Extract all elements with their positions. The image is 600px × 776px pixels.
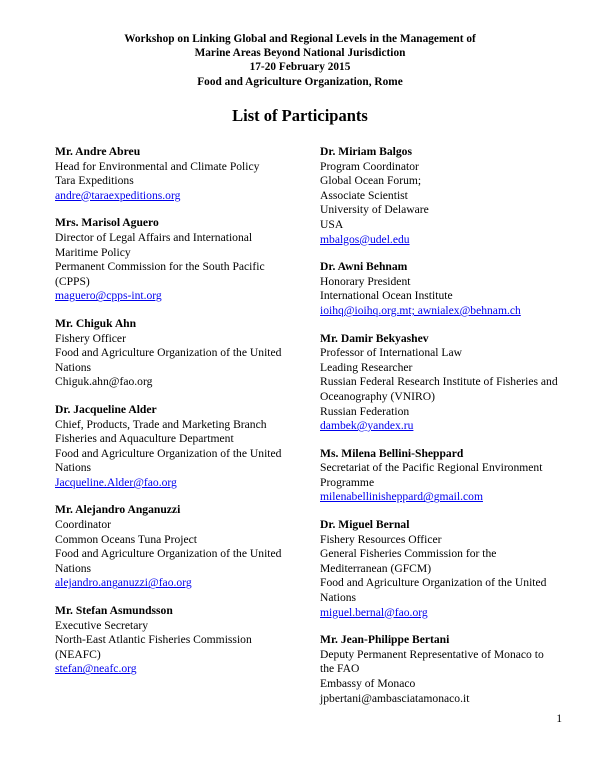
participant-detail-line: Leading Researcher <box>320 360 413 374</box>
participant-detail-line: Program Coordinator <box>320 159 419 173</box>
participant-entry <box>55 145 303 203</box>
participant-email-link[interactable]: stefan@neafc.org <box>55 662 137 676</box>
participant-name: Dr. Jacqueline Alder <box>55 402 157 416</box>
header-line-4: Food and Agriculture Organization, Rome <box>197 75 403 88</box>
participant-detail-line: Fishery Resources Officer <box>320 532 442 546</box>
participant-entry <box>55 503 303 591</box>
participant-detail-line: Embassy of Monaco <box>320 677 416 690</box>
participant-detail-line: Fishery Officer <box>55 331 126 345</box>
participant-detail-line: Common Oceans Tuna Project <box>55 532 198 546</box>
header-line-3: 17-20 February 2015 <box>249 61 351 74</box>
participant-name: Mr. Chiguk Ahn <box>55 316 137 330</box>
participant-detail-line: Tara Expeditions <box>55 174 134 188</box>
participant-name: Dr. Miriam Balgos <box>320 145 412 158</box>
participant-detail-line: Nations <box>55 360 92 374</box>
participant-name: Ms. Milena Bellini-Sheppard <box>320 446 464 460</box>
participant-name: Mrs. Marisol Aguero <box>55 216 159 230</box>
page-number: 1 <box>556 713 562 725</box>
document-header <box>0 0 600 126</box>
participant-detail-line: International Ocean Institute <box>320 289 453 303</box>
participant-detail-line: Food and Agriculture Organization of the United <box>55 446 282 460</box>
participant-detail-line: Food and Agriculture Organization of the United <box>55 547 282 561</box>
participant-detail-line: Food and Agriculture Organization of the United <box>320 576 547 590</box>
participant-entry <box>55 604 303 677</box>
participant-detail-line: Chief, Products, Trade and Marketing Branch <box>55 417 267 431</box>
participants-column-left <box>55 145 303 690</box>
participant-email-link[interactable]: milenabellinisheppard@gmail.com <box>320 490 483 504</box>
participants-column-right <box>320 145 575 719</box>
participant-email-link[interactable]: dambek@yandex.ru <box>320 419 414 433</box>
participant-email-text: jpbertani@ambasciatamonaco.it <box>320 691 470 705</box>
participant-name: Mr. Stefan Asmundsson <box>55 604 173 618</box>
participant-entry <box>320 260 575 318</box>
participant-detail-line: University of Delaware <box>320 203 429 217</box>
participant-email-text: Chiguk.ahn@fao.org <box>55 375 153 389</box>
participant-entry <box>320 145 575 247</box>
participant-detail-line: Programme <box>320 475 375 489</box>
participant-email-link[interactable]: mbalgos@udel.edu <box>320 232 410 246</box>
participant-name: Mr. Damir Bekyashev <box>320 331 429 345</box>
participant-detail-line: Professor of International Law <box>320 346 462 360</box>
participant-email-link[interactable]: alejandro.anganuzzi@fao.org <box>55 576 192 590</box>
participant-detail-line: Mediterranean (GFCM) <box>320 561 432 575</box>
participant-detail-line: Permanent Commission for the South Pacific <box>55 260 265 274</box>
participant-entry <box>320 447 575 505</box>
participant-email-link[interactable]: maguero@cpps-int.org <box>55 289 162 303</box>
participant-detail-line: Honorary President <box>320 274 411 288</box>
participant-name: Mr. Andre Abreu <box>55 145 141 158</box>
participant-name: Mr. Jean-Philippe Bertani <box>320 633 450 647</box>
participant-detail-line: Coordinator <box>55 518 112 532</box>
participant-entry <box>320 633 575 706</box>
participant-entry <box>55 317 303 390</box>
participant-detail-line: (NEAFC) <box>55 647 101 661</box>
participant-detail-line: USA <box>320 217 344 231</box>
header-line-1: Workshop on Linking Global and Regional Levels in the Management of <box>124 33 476 45</box>
participant-email-link[interactable]: Jacqueline.Alder@fao.org <box>55 475 177 489</box>
participant-detail-line: Nations <box>55 561 92 575</box>
participant-detail-line: the FAO <box>320 662 360 676</box>
participant-detail-line: Nations <box>55 461 92 475</box>
participant-email-link[interactable]: ioihq@ioihq.org.mt; awnialex@behnam.ch <box>320 303 521 317</box>
participant-detail-line: Director of Legal Affairs and International <box>55 230 253 244</box>
page-title: List of Participants <box>232 105 368 125</box>
participant-detail-line: Food and Agriculture Organization of the United <box>55 346 282 360</box>
participant-detail-line: Head for Environmental and Climate Policy <box>55 159 260 173</box>
participant-detail-line: (CPPS) <box>55 274 90 288</box>
participant-detail-line: North-East Atlantic Fisheries Commission <box>55 633 252 647</box>
participant-detail-line: Fisheries and Aquaculture Department <box>55 432 234 446</box>
participant-detail-line: Maritime Policy <box>55 245 131 259</box>
participant-entry <box>320 332 575 434</box>
participant-detail-line: Russian Federation <box>320 404 410 418</box>
participant-detail-line: General Fisheries Commission for the <box>320 547 497 561</box>
participant-entry <box>320 518 575 620</box>
participant-detail-line: Global Ocean Forum; <box>320 174 422 188</box>
participant-detail-line: Oceanography (VNIRO) <box>320 389 435 403</box>
participant-detail-line: Russian Federal Research Institute of Fisheries and <box>320 375 558 389</box>
participant-email-link[interactable]: miguel.bernal@fao.org <box>320 605 428 619</box>
participant-detail-line: Executive Secretary <box>55 618 149 632</box>
participant-name: Dr. Miguel Bernal <box>320 518 410 532</box>
participant-entry <box>55 216 303 304</box>
participant-name: Dr. Awni Behnam <box>320 260 408 274</box>
participant-name: Mr. Alejandro Anganuzzi <box>55 503 181 517</box>
participant-email-link[interactable]: andre@taraexpeditions.org <box>55 188 181 202</box>
header-line-2: Marine Areas Beyond National Jurisdiction <box>194 47 406 60</box>
participant-entry <box>55 403 303 491</box>
participant-detail-line: Nations <box>320 591 357 605</box>
participant-detail-line: Secretariat of the Pacific Regional Environment <box>320 461 543 475</box>
participant-detail-line: Associate Scientist <box>320 188 408 202</box>
participant-detail-line: Deputy Permanent Representative of Monaco to <box>320 647 544 661</box>
